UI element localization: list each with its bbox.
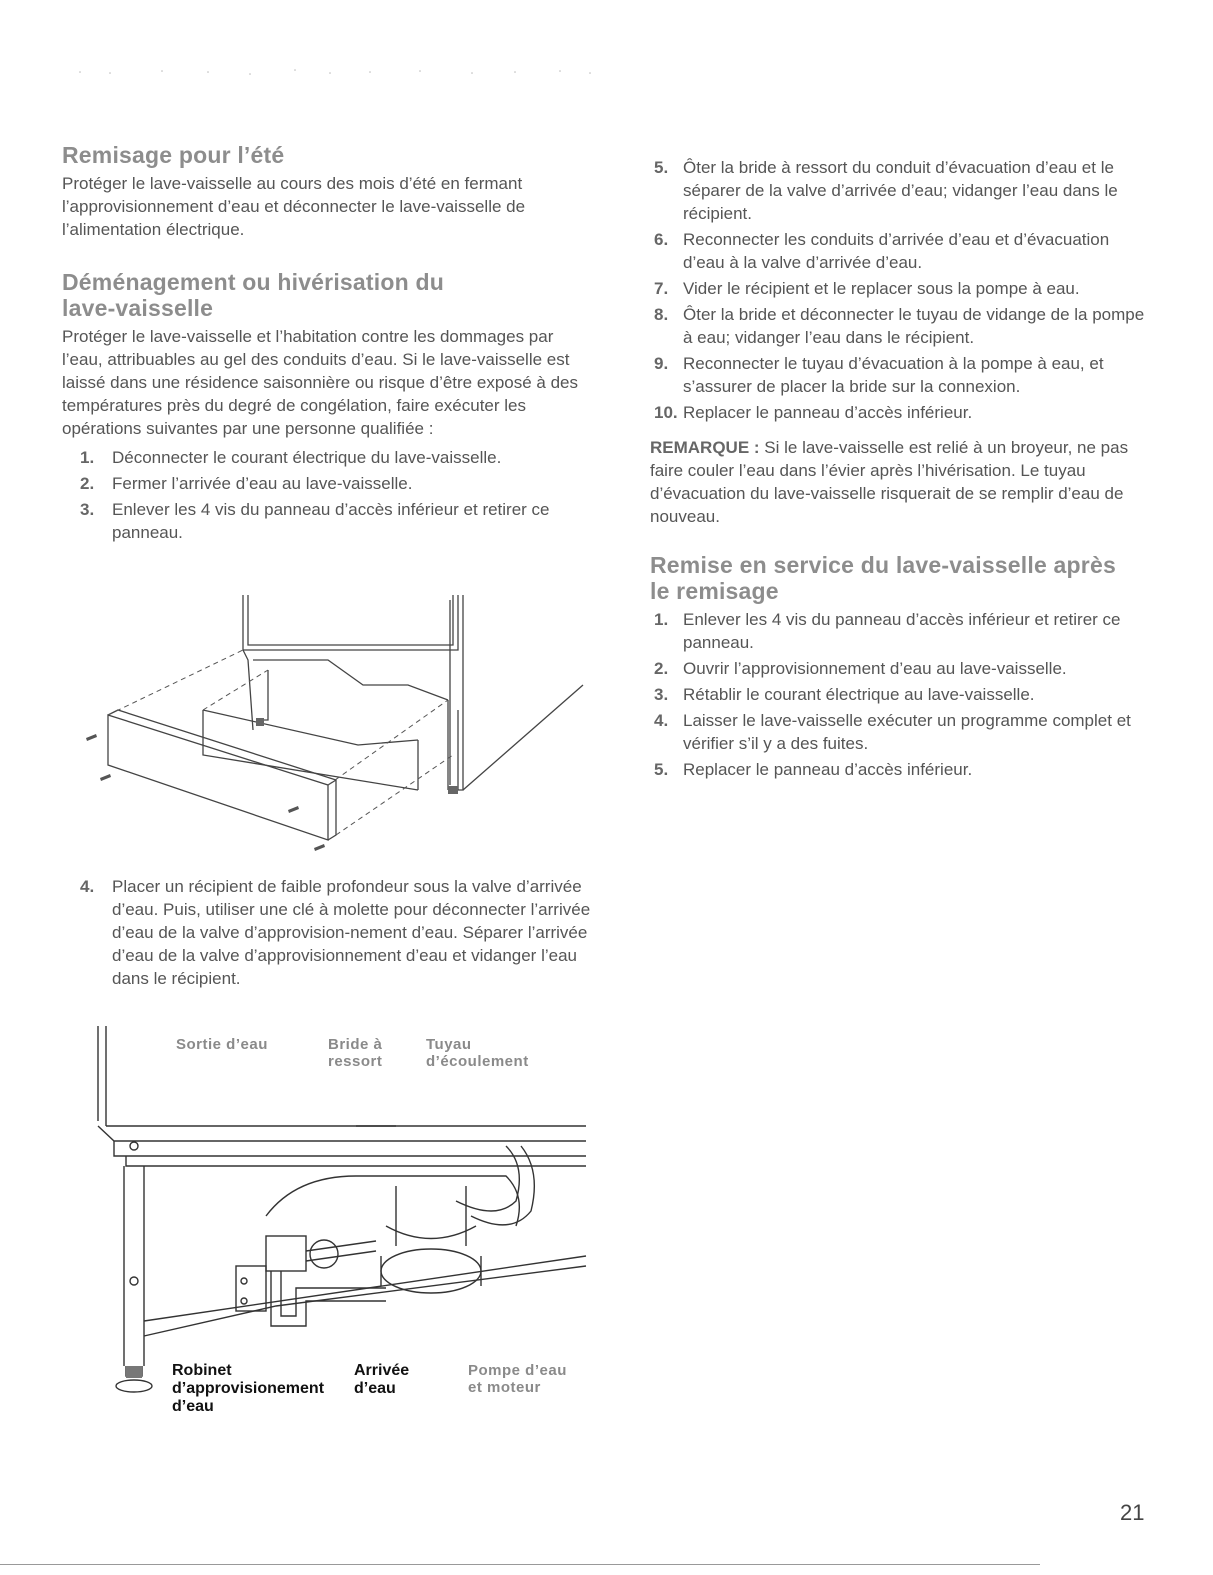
remise-en-service-steps: [650, 608, 1155, 781]
step-text: Ôter la bride à ressort du conduit d’évacuation d’eau et le séparer de la valve d’arrivée d’eau; vidanger l’eau dans le récipient.: [683, 158, 1118, 223]
list-item: [650, 228, 1155, 274]
step-number: 3.: [80, 500, 95, 519]
demenagement-step-4: [62, 875, 597, 990]
step-number: 10.: [654, 403, 678, 422]
list-item: [650, 709, 1155, 755]
step-text: Fermer l’arrivée d’eau au lave-vaisselle.: [112, 474, 413, 493]
heading-remisage-ete: Remisage pour l’été: [62, 142, 285, 168]
step-number: 1.: [80, 448, 95, 467]
list-item: [62, 446, 597, 469]
label-sortie-eau: Sortie d’eau: [176, 1036, 268, 1053]
list-item: [650, 277, 1155, 300]
heading-demenagement-line2: lave-vaisselle: [62, 295, 214, 321]
heading-demenagement-line1: Déménagement ou hivérisation du: [62, 269, 444, 295]
step-number: 8.: [654, 305, 669, 324]
step-text: Rétablir le courant électrique au lave-vaisselle.: [683, 685, 1035, 704]
label-pompe-moteur: Pompe d’eau et moteur: [468, 1362, 567, 1396]
list-item: [650, 303, 1155, 349]
page-number: 21: [1120, 1500, 1145, 1525]
list-item: [62, 472, 597, 495]
step-number: 5.: [654, 760, 669, 779]
access-panel-figure: [78, 590, 598, 860]
step-text: Vider le récipient et le replacer sous la pompe à eau.: [683, 279, 1080, 298]
step-text: Placer un récipient de faible profondeur sous la valve d’arrivée d’eau. Puis, utiliser une clé à molette pour déconnecter l’arrivée d’eau de la valve d’approvision-nement d’eau. Séparer l’arrivée d’eau de la valve d’approvisionnement d’eau et vidanger l’eau dans le récipient.: [112, 877, 591, 988]
heading-remise-line1: Remise en service du lave-vaisselle après: [650, 552, 1116, 578]
step-text: Reconnecter le tuyau d’évacuation à la pompe à eau, et s’assurer de placer la bride sur la connexion.: [683, 354, 1104, 396]
step-number: 1.: [654, 610, 669, 629]
list-item: [650, 683, 1155, 706]
list-item: [62, 498, 597, 544]
list-item: [650, 352, 1155, 398]
list-item: [650, 758, 1155, 781]
step-4-block: [62, 875, 597, 993]
step-number: 6.: [654, 230, 669, 249]
remisage-ete-body: Protéger le lave-vaisselle au cours des mois d’été en fermant l’approvisionnement d’eau et déconnecter le lave-vaisselle de l’alimentation électrique.: [62, 174, 526, 239]
hiverisation-steps-continued: [650, 156, 1155, 424]
right-column: [650, 156, 1155, 784]
footer-divider: [0, 1564, 1040, 1565]
label-bride-ressort: Bride à ressort: [328, 1036, 383, 1070]
access-panel-illustration: [78, 590, 598, 860]
list-item: [62, 875, 597, 990]
demenagement-body: Protéger le lave-vaisselle et l’habitation contre les dommages par l’eau, attribuables au gel des conduits d’eau. Si le lave-vaisselle est laissé dans une résidence saisonnière ou risque d’être exposé à des températures près du degré de congélation, faire exécuter les opérations suivantes par une personne qualifiée :: [62, 327, 578, 438]
left-column: [62, 142, 597, 547]
list-item: [650, 608, 1155, 654]
step-number: 5.: [654, 158, 669, 177]
step-text: Ouvrir l’approvisionnement d’eau au lave-vaisselle.: [683, 659, 1067, 678]
step-number: 4.: [80, 877, 95, 896]
scan-noise: [70, 66, 610, 78]
step-number: 3.: [654, 685, 669, 704]
list-item: [650, 401, 1155, 424]
label-arrivee-eau: Arrivée d’eau: [354, 1362, 410, 1397]
label-robinet: Robinet d’approvisionement d’eau: [172, 1362, 325, 1415]
step-text: Laisser le lave-vaisselle exécuter un programme complet et vérifier s’il y a des fuites.: [683, 711, 1131, 753]
step-number: 7.: [654, 279, 669, 298]
step-text: Déconnecter le courant électrique du lave-vaisselle.: [112, 448, 502, 467]
step-text: Replacer le panneau d’accès inférieur.: [683, 403, 973, 422]
label-tuyau-ecoulement: Tuyau d’écoulement: [426, 1036, 529, 1070]
water-valve-figure: [96, 1026, 588, 1426]
step-number: 9.: [654, 354, 669, 373]
step-text: Replacer le panneau d’accès inférieur.: [683, 760, 973, 779]
list-item: [650, 657, 1155, 680]
heading-demenagement: [62, 269, 597, 321]
heading-remise-en-service: [650, 552, 1155, 604]
list-item: [650, 156, 1155, 225]
remarque-note: [650, 436, 1155, 528]
heading-remise-line2: le remisage: [650, 578, 779, 604]
remarque-text: Si le lave-vaisselle est relié à un broyeur, ne pas faire couler l’eau dans l’évier après l’hivérisation. Le tuyau d’évacuation du lave-vaisselle risquerait de se remplir d’eau de nouveau.: [650, 438, 1129, 526]
step-text: Enlever les 4 vis du panneau d’accès inférieur et retirer ce panneau.: [112, 500, 550, 542]
demenagement-steps: [62, 446, 597, 544]
remarque-label: REMARQUE :: [650, 438, 760, 457]
step-text: Ôter la bride et déconnecter le tuyau de vidange de la pompe à eau; vidanger l’eau dans le récipient.: [683, 305, 1145, 347]
step-number: 2.: [80, 474, 95, 493]
step-number: 4.: [654, 711, 669, 730]
step-text: Enlever les 4 vis du panneau d’accès inférieur et retirer ce panneau.: [683, 610, 1121, 652]
step-text: Reconnecter les conduits d’arrivée d’eau et d’évacuation d’eau à la valve d’arrivée d’eau.: [683, 230, 1110, 272]
step-number: 2.: [654, 659, 669, 678]
